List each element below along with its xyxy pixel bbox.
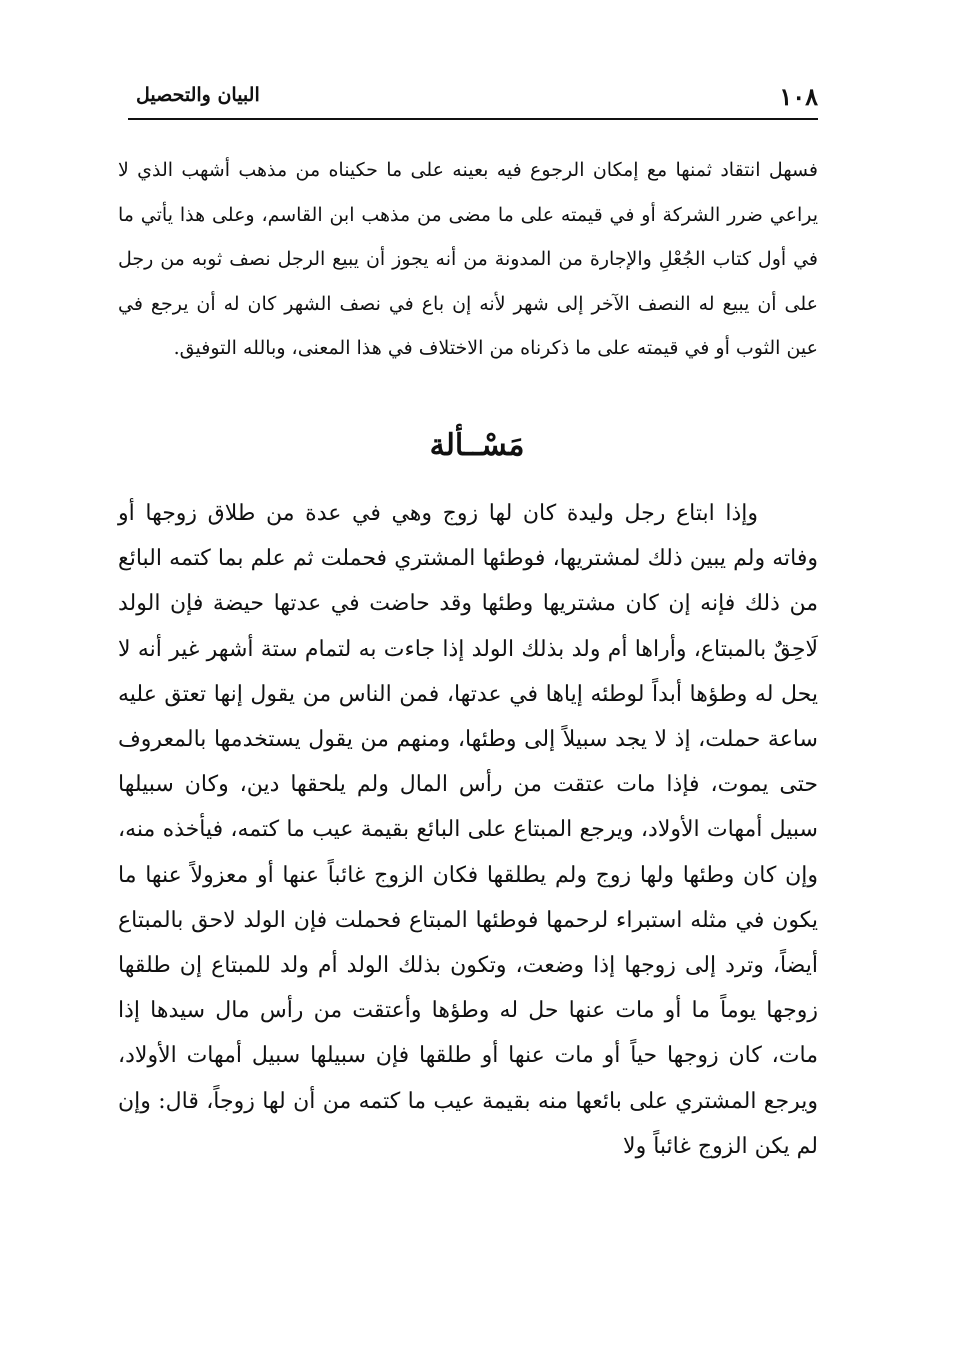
- running-header: [128, 78, 818, 120]
- main-paragraph: وإذا ابتاع رجل وليدة كان لها زوج وهي في عدة من طلاق زوجها أو وفاته ولم يبين ذلك لمشتريها، فوطئها المشتري فحملت ثم علم بما كتمه البائع من ذلك فإنه إن كان مشتريها وطئها وقد حاضت في عدتها حيضة فإن الولد لَاحِقٌ بالمبتاع، وأراها أم ولد بذلك الولد إذا جاءت به لتمام ستة أشهر غير أنه لا يحل له وطؤها أبداً لوطئه إياها في عدتها، فمن الناس من يقول إنها تعتق عليه ساعة حملت، إذ لا يجد سبيلاً إلى وطئها، ومنهم من يقول يستخدمها بالمعروف حتى يموت، فإذا مات عتقت من رأس المال ولم يلحقها دين، وكان سبيلها سبيل أمهات الأولاد، ويرجع المبتاع على البائع بقيمة عيب ما كتمه، فيأخذه منه، وإن كان وطئها ولها زوج ولم يطلقها فكان الزوج غائباً عنها أو معزولاً عنها ما يكون في مثله استبراء لرحمها فوطئها المبتاع فحملت فإن الولد لاحق بالمبتاع أيضاً، وترد إلى زوجها إذا وضعت، وتكون بذلك الولد أم ولد للمبتاع إن طلقها زوجها يوماً ما أو مات عنها حل له وطؤها وأعتقت من رأس مال سيدها إذا مات، كان زوجها حياً أو مات عنها أو طلقها فإن سبيلها سبيل أمهات الأولاد، ويرجع المشتري على بائعها منه بقيمة عيب ما كتمه من أن لها زوجاً، قال: وإن لم يكن الزوج غائباً ولا: [118, 501, 818, 1159]
- page-number: ١٠٨: [779, 82, 818, 111]
- intro-paragraph: فسهل انتقاد ثمنها مع إمكان الرجوع فيه بعينه على ما حكيناه من مذهب أشهب الذي لا يراعي ضرر الشركة أو في قيمته على ما مضى من مذهب ابن القاسم، وعلى هذا يأتي ما في أول كتاب الجُعْلِ والإجارة من المدونة من أنه يجوز أن يبيع الرجل نصف ثوبه من رجل على أن يبيع له النصف الآخر إلى شهر لأنه إن باع في نصف الشهر كان له أن يرجع في عين الثوب أو في قيمته على ما ذكرناه من الاختلاف في هذا المعنى، وبالله التوفيق.: [118, 159, 818, 359]
- book-title: البيان والتحصيل: [136, 84, 260, 106]
- section-heading: مَسْــألة: [429, 428, 525, 463]
